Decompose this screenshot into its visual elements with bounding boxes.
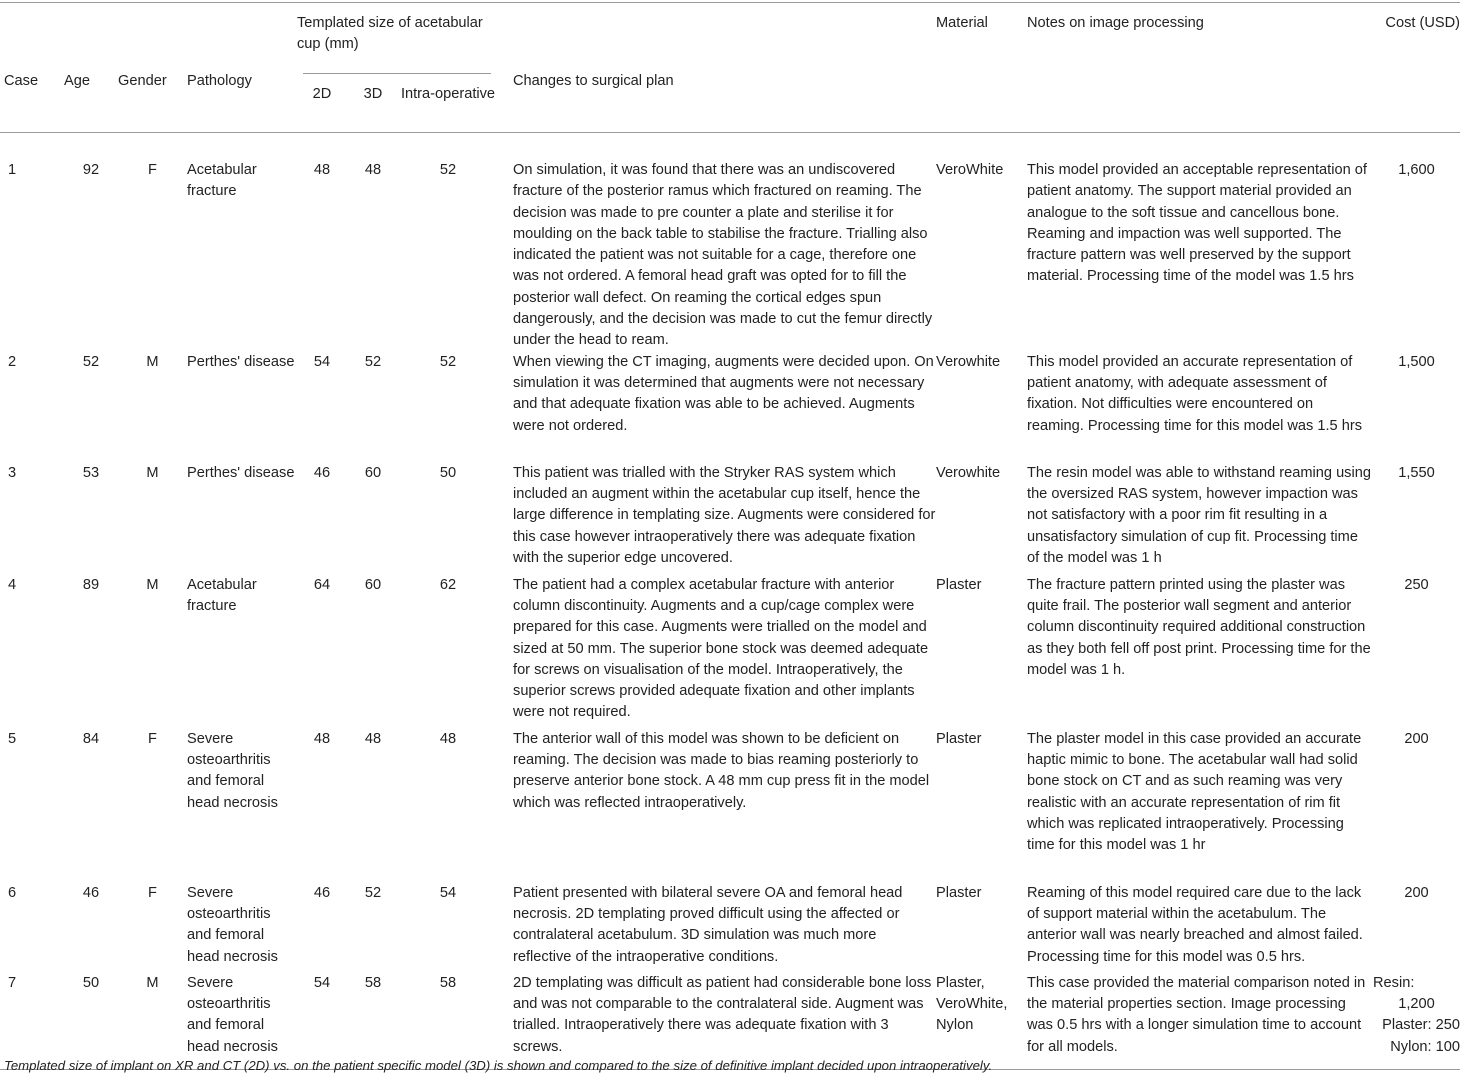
- cell-intraoperative: 62: [439, 576, 457, 593]
- cell-gender: M: [146, 576, 159, 593]
- cell-2d: 48: [313, 730, 331, 747]
- cell-2d: 54: [313, 974, 331, 991]
- cell-material: Verowhite: [936, 464, 1001, 481]
- header-material: Material: [936, 15, 988, 31]
- header-group-rule: [303, 73, 491, 74]
- cost-line: Nylon: 100: [1390, 1038, 1460, 1055]
- table-row: [0, 463, 1460, 575]
- cell-pathology: Perthes' disease: [187, 464, 295, 481]
- cell-pathology: Acetabular fracture: [187, 576, 257, 614]
- cell-changes: The patient had a complex acetabular fracture with anterior column discontinuity. Augments and a cup/cage complex were prepared for this case. Augments were trialled on the model and sized at 50 mm. The superior bone stock was deemed adequate for screws on visualisation of the model. Intraoperatively, the superior screws provided adequate fixation and other implants were not required.: [513, 576, 929, 721]
- cell-intraoperative: 48: [439, 730, 457, 747]
- cell-changes: The anterior wall of this model was shown to be deficient on reaming. The decision was made to bias reaming posteriorly to preserve anterior bone stock. A 48 mm cup press fit in the model which was reflected intraoperatively.: [513, 730, 930, 811]
- cell-3d: 48: [364, 730, 382, 747]
- cell-age: 46: [82, 884, 100, 901]
- cell-intraoperative: 54: [439, 884, 457, 901]
- header-2d: 2D: [312, 86, 332, 102]
- cell-3d: 48: [364, 162, 382, 178]
- cell-case: 6: [8, 884, 17, 901]
- cell-age: 53: [82, 464, 100, 481]
- cell-cost: 200: [1404, 730, 1429, 747]
- cell-case: 7: [8, 974, 17, 991]
- cell-cost: 1,550: [1398, 464, 1435, 481]
- cell-case: 3: [8, 464, 17, 481]
- cell-notes: This model provided an acceptable representation of patient anatomy. The support material provided an analogue to the soft tissue and cancellous bone. Reaming and impaction was well supported. The fracture pattern was well preserved by the support material. Processing time of the model was 1.5 hrs: [1027, 162, 1367, 285]
- cell-2d: 64: [313, 576, 331, 593]
- cell-pathology: Severe osteoarthritis and femoral head necrosis: [187, 974, 278, 1055]
- cell-3d: 60: [364, 464, 382, 481]
- cell-pathology: Severe osteoarthritis and femoral head necrosis: [187, 730, 278, 811]
- cell-changes: This patient was trialled with the Stryker RAS system which included an augment within the acetabular cup itself, hence the large difference in templating size. Augments were considered for this case however intraoperatively there was adequate fixation with the superior edge uncovered.: [513, 464, 936, 566]
- cell-intraoperative: 50: [439, 464, 457, 481]
- cell-material: Verowhite: [936, 353, 1001, 370]
- cell-gender: M: [146, 353, 159, 370]
- cell-3d: 52: [364, 884, 382, 901]
- table-row: [0, 883, 1460, 973]
- cell-pathology: Perthes' disease: [187, 353, 295, 370]
- cell-age: 52: [82, 353, 100, 370]
- cell-material: Plaster: [936, 884, 982, 901]
- header-templated-size-label: Templated size of acetabular cup (mm): [297, 15, 483, 53]
- cell-gender: F: [148, 162, 157, 178]
- header-case: Case: [4, 73, 39, 89]
- cell-cost: 1,500: [1398, 353, 1435, 370]
- header-changes: Changes to surgical plan: [513, 73, 674, 89]
- cell-3d: 60: [364, 576, 382, 593]
- cell-case: 2: [8, 353, 17, 370]
- table-row: [0, 352, 1460, 463]
- cell-case: 4: [8, 576, 17, 593]
- header-gender: Gender: [118, 73, 167, 89]
- cell-notes: This model provided an accurate representation of patient anatomy, with adequate assessment of fixation. Not difficulties were encountered on reaming. Processing time for this model was 1.5 hrs: [1027, 353, 1362, 434]
- table-row: [0, 729, 1460, 883]
- cell-case: 1: [8, 162, 17, 178]
- cell-age: 84: [82, 730, 100, 747]
- table-row: [0, 575, 1460, 729]
- header-templated-size: [297, 3, 497, 74]
- header-cost-label: Cost (USD): [1385, 15, 1460, 31]
- cell-changes: On simulation, it was found that there was an undiscovered fracture of the posterior ramus which fractured on reaming. The decision was made to pre counter a plate and sterilise it for moulding on the back table to stabilise the fracture. Trialling also indicated the patient was not suitable for a cage, therefore one was not ordered. A femoral head graft was opted for to fill the posterior wall defect. On reaming the cortical edges spun dangerously, and the decision was made to cut the femur directly under the head to ream.: [513, 162, 933, 349]
- cell-changes: Patient presented with bilateral severe OA and femoral head necrosis. 2D templating proved difficult using the affected or contralateral acetabulum. 3D simulation was much more reflective of the intraoperative conditions.: [513, 884, 903, 965]
- cell-intraoperative: 52: [439, 353, 457, 370]
- table-row: [0, 973, 1460, 1070]
- cell-2d: 54: [313, 353, 331, 370]
- cell-notes: Reaming of this model required care due to the lack of support material within the acetabulum. The anterior wall was nearly breached and almost failed. Processing time for this model was 0.5 hrs.: [1027, 884, 1363, 965]
- cell-cost: 250: [1404, 576, 1429, 593]
- header-notes: Notes on image processing: [1027, 15, 1204, 31]
- header-intraoperative: Intra-operative: [400, 86, 496, 102]
- cell-notes: The fracture pattern printed using the plaster was quite frail. The posterior wall segment and anterior column discontinuity required additional construction as they both fell off post print. Processing time for the model was 1 h.: [1027, 576, 1371, 678]
- cell-3d: 58: [364, 974, 382, 991]
- cell-case: 5: [8, 730, 17, 747]
- cell-gender: M: [146, 974, 159, 991]
- table-footnote: Templated size of implant on XR and CT (2D) vs. on the patient specific model (3D) is shown and compared to the size of definitive implant decided upon intraoperatively.: [4, 1058, 993, 1073]
- table-row: [0, 133, 1460, 352]
- cell-gender: F: [148, 884, 157, 901]
- cell-notes: This case provided the material comparison noted in the material properties section. Image processing was 0.5 hrs with a longer simulation time to account for all models.: [1027, 974, 1366, 1055]
- cell-age: 50: [82, 974, 100, 991]
- header-pathology: Pathology: [187, 73, 252, 89]
- cost-line: Resin:: [1373, 974, 1415, 991]
- header-3d: 3D: [363, 86, 383, 102]
- cell-material: Plaster: [936, 576, 982, 593]
- cell-pathology: Acetabular fracture: [187, 162, 257, 200]
- cell-notes: The plaster model in this case provided an accurate haptic mimic to bone. The acetabular wall had solid bone stock on CT and as such reaming was very realistic with an accurate representation of rim fit which was replicated intraoperatively. Processing time for this model was 1 hr: [1027, 730, 1362, 854]
- cell-gender: M: [146, 464, 159, 481]
- cell-age: 92: [82, 162, 100, 178]
- header-cost: [1373, 3, 1460, 74]
- cell-changes: When viewing the CT imaging, augments were decided upon. On simulation it was determined that augments were not necessary and that adequate fixation was able to be achieved. Augments were not ordered.: [513, 353, 934, 434]
- cell-cost: [1373, 973, 1460, 1070]
- cell-intraoperative: 58: [439, 974, 457, 991]
- cell-cost: 1,600: [1398, 162, 1435, 178]
- cell-cost: 200: [1404, 884, 1429, 901]
- cell-gender: F: [148, 730, 157, 747]
- cell-changes: 2D templating was difficult as patient had considerable bone loss and was not comparable to the contralateral side. Augment was trialled. Intraoperatively there was adequate fixation with 3 screws.: [513, 974, 932, 1055]
- cell-2d: 48: [313, 162, 331, 178]
- cost-line: Plaster: 250: [1382, 1017, 1460, 1034]
- cell-intraoperative: 52: [439, 162, 457, 178]
- cell-material: Plaster, VeroWhite, Nylon: [936, 974, 1008, 1034]
- cell-notes: The resin model was able to withstand reaming using the oversized RAS system, however impaction was not satisfactory with a poor rim fit resulting in a unsatisfactory simulation of cup fit. Processing time of the model was 1 h: [1027, 464, 1371, 566]
- cell-2d: 46: [313, 464, 331, 481]
- cell-pathology: Severe osteoarthritis and femoral head necrosis: [187, 884, 278, 965]
- header-age: Age: [64, 73, 90, 89]
- cell-material: Plaster: [936, 730, 982, 747]
- cell-material: VeroWhite: [936, 162, 1004, 178]
- cell-2d: 46: [313, 884, 331, 901]
- results-table: [0, 2, 1460, 1070]
- cell-3d: 52: [364, 353, 382, 370]
- header-row: [0, 3, 1460, 74]
- cell-age: 89: [82, 576, 100, 593]
- cost-line: 1,200: [1398, 995, 1435, 1012]
